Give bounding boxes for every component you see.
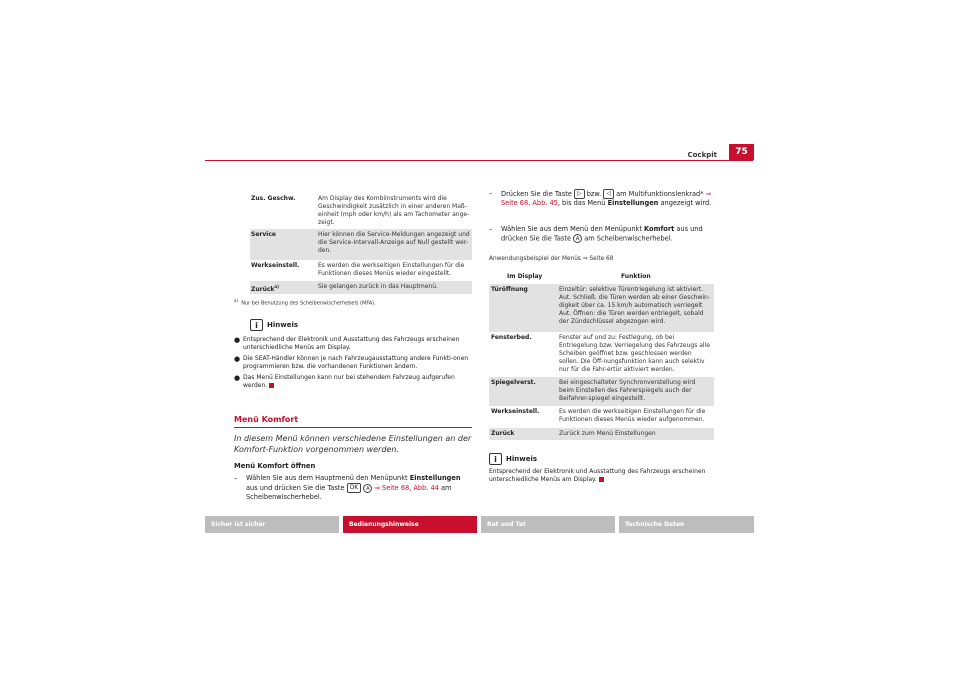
table-cell-value: Zurück zum Menü Einstellungen — [559, 430, 656, 437]
table-cell-key: Türöffnung — [491, 286, 528, 293]
footer-tab-advice[interactable]: Rat und Tat — [481, 516, 615, 533]
step-text: angezeigt wird. — [660, 199, 712, 207]
list-item — [234, 374, 474, 390]
table-header-display: Im Display — [507, 273, 543, 280]
table-cell-value: Fenster auf und zu: Festlegung, ob bei Entriegelung bzw. Verriegelung des Fahrzeugs alle Scheiben geöffnet bzw. geschlossen werden sollen. Die Öff-nungsfunktion kann auch selektiv nur für die Fahr-ertür aktiviert werden. — [559, 334, 710, 373]
step-dash: – — [489, 189, 493, 197]
bullet-icon: ● — [234, 336, 241, 344]
hint-left-list — [234, 336, 474, 393]
section-rule — [234, 427, 472, 428]
table-cell-value: Hier können die Service-Meldungen angezeigt und die Service-Intervall-Anzeige auf Null gestellt wer-den. — [318, 231, 470, 254]
footnote — [234, 298, 474, 307]
section-end-icon — [599, 477, 604, 482]
table-cell-value: Bei eingeschalteter Synchronverstellung wird beim Einstellen des Fahrerspiegels auch der Beifahrer-spiegel eingestellt. — [559, 379, 696, 402]
section-intro: In diesem Menü können verschiedene Einstellungen an der Komfort-Funktion vorgenommen werden. — [234, 434, 472, 454]
footer-tab-safety[interactable]: Sicher ist sicher — [205, 516, 339, 533]
hint-title: Hinweis — [506, 455, 538, 463]
step-2 — [489, 189, 714, 208]
step-text: aus und drücken Sie die Taste — [246, 484, 345, 492]
bullet-icon: ● — [234, 355, 241, 363]
hint-left-heading — [250, 319, 298, 331]
list-item-text: Entsprechend der Elektronik und Ausstattung des Fahrzeugs erscheinen unterschiedliche Menüs am Display. — [243, 336, 460, 351]
hint-icon: i — [489, 453, 502, 465]
right-arrow-key-icon: ▷ — [574, 189, 585, 199]
step-text: Wählen Sie aus dem Hauptmenü den Menüpunkt — [246, 474, 408, 482]
hint-icon: i — [250, 319, 263, 331]
table-cell-key: Service — [251, 231, 276, 238]
hint-title: Hinweis — [267, 321, 299, 329]
table-cell-value: Am Display des Kombiinstruments wird die Geschwindigkeit zusätzlich in einer anderen Maß-einheit (mph oder km/h) als am Tachometer ange-zeigt. — [318, 195, 470, 226]
footer-tab-operating[interactable]: Bedienungshinweise — [343, 516, 477, 533]
footnote-ref: a) — [274, 284, 279, 289]
table-row — [250, 229, 472, 260]
table-cell-key: Spiegelverst. — [491, 379, 536, 386]
table-cell-value: Es werden die werkseitigen Einstellungen für die Funktionen dieses Menüs wieder eingestellt. — [318, 262, 465, 277]
step-bold: Komfort — [644, 225, 675, 233]
table-cell-value: Es werden die werkseitigen Einstellungen für die Funktionen dieses Menüs wieder aufgenommen. — [559, 408, 706, 423]
page-link[interactable]: ⇒ Seite 68, Abb. 45 — [501, 190, 712, 207]
table-cell-key: Zus. Geschw. — [251, 195, 296, 202]
table-row — [489, 406, 714, 428]
table-cell-value: Einzeltür: selektive Türentriegelung ist aktiviert. Aut. Schließ. die Türen werden ab einer Geschwin-digkeit über ca. 15 km/h automatisch verriegelt Aut. Öffnen: die Türen werden entriegelt, sobald der Zündschlüssel abgezogen wird. — [559, 286, 710, 325]
step-dash: – — [234, 474, 238, 482]
bullet-icon: ● — [234, 374, 241, 382]
step-bold: Einstellungen — [409, 474, 461, 482]
table-row — [489, 332, 714, 377]
table-row — [250, 281, 472, 294]
step-text: , bis das Menü — [557, 199, 606, 207]
step-3 — [489, 225, 714, 244]
step-text: bzw. — [586, 190, 602, 198]
section-title: Menü Komfort — [234, 415, 299, 424]
section-end-icon — [269, 383, 274, 388]
list-item — [234, 355, 474, 371]
table-cell-key: Zurück — [491, 430, 515, 437]
left-arrow-key-icon: ◁ — [603, 189, 614, 199]
step-text: Drücken Sie die Taste — [501, 190, 572, 198]
page-number: 75 — [729, 144, 754, 160]
table-cell-key: Werkseinstell. — [251, 262, 300, 269]
step-text: am Multifunktionslenkrad* — [616, 190, 704, 198]
table-cell-key-text: Zurück — [251, 286, 275, 293]
top-settings-table — [250, 193, 472, 294]
table-row — [489, 428, 714, 440]
table-cell-value: Sie gelangen zurück in das Hauptmenü. — [318, 283, 438, 290]
page-link[interactable]: ⇒ Seite 68, Abb. 44 — [374, 484, 439, 492]
step-text: am Scheibenwischerhebel. — [584, 234, 673, 243]
table-header-function: Funktion — [621, 273, 651, 280]
step-text: am Scheibenwischerhebel. — [246, 484, 452, 501]
hint-text: Entsprechend der Elektronik und Ausstattung des Fahrzeugs erscheinen unterschiedliche Menüs am Display. — [489, 468, 706, 483]
table-row — [250, 260, 472, 281]
step-dash: – — [489, 225, 493, 233]
list-item-text: Die SEAT-Händler können je nach Fahrzeugausstattung andere Funkti-onen programmieren bzw. die vorhandenen Funktionen ändern. — [243, 355, 469, 370]
footnote-text: Nur bei Benutzung des Scheibenwischerhebels (MFA). — [241, 300, 376, 307]
step-1 — [234, 474, 474, 502]
ok-key-icon: OK — [347, 483, 362, 493]
hint-right-text — [489, 468, 714, 484]
table-row — [489, 377, 714, 406]
comfort-menu-table — [489, 271, 714, 440]
step-text: aus und drücken Sie die Taste — [501, 225, 703, 243]
hint-right-heading — [489, 453, 537, 465]
footer-tab-technical[interactable]: Technische Daten — [619, 516, 754, 533]
footnote-marker: a) — [234, 298, 239, 303]
table-cell-key — [250, 283, 318, 291]
header-rule — [205, 160, 753, 161]
table-row — [250, 193, 472, 229]
table-cell-key: Werkseinstell. — [491, 408, 540, 415]
section-subheading: Menü Komfort öffnen — [234, 462, 316, 470]
step-text: Wählen Sie aus dem Menü den Menüpunkt — [501, 225, 642, 233]
table-row — [489, 284, 714, 332]
a-key-icon: A — [573, 234, 582, 243]
table-cell-key: Fensterbed. — [491, 334, 532, 341]
step-bold: Einstellungen — [607, 199, 659, 207]
table-header-row — [489, 271, 714, 284]
list-item-text: Das Menü Einstellungen kann nur bei stehendem Fahrzeug aufgerufen werden. — [243, 374, 455, 389]
list-item — [234, 336, 474, 352]
page-header-title: Cockpit — [687, 151, 717, 159]
a-key-icon: A — [363, 484, 372, 493]
example-caption: Anwendungsbeispiel der Menüs ⇒ Seite 68 — [489, 256, 614, 262]
